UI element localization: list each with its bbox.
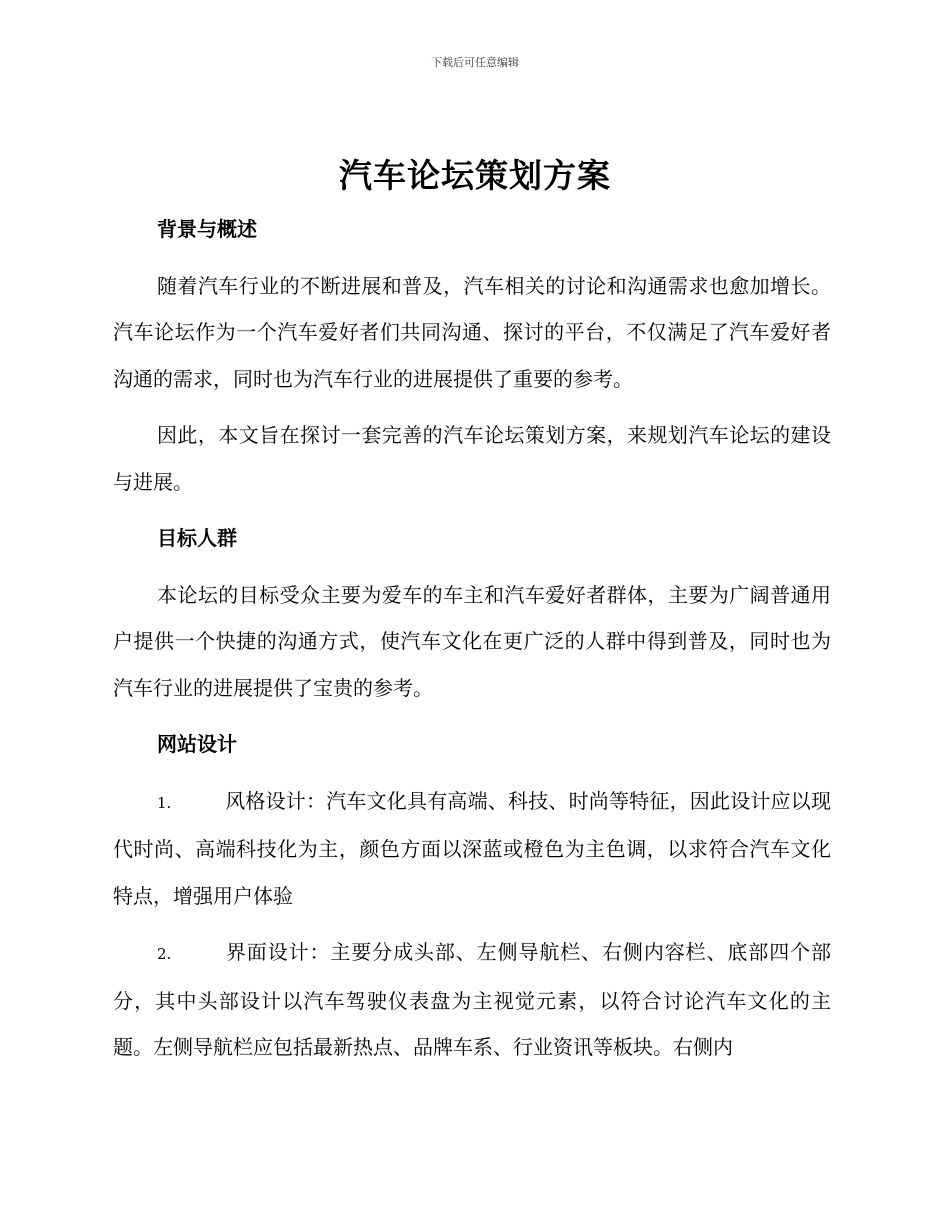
paragraph-audience-1: 本论坛的目标受众主要为爱车的车主和汽车爱好者群体，主要为广阔普通用户提供一个快捷的沟通方式，使汽车文化在更广泛的人群中得到普及，同时也为汽车行业的进展提供了宝贵的参考。 <box>113 582 831 700</box>
list-item-text: 风格设计：汽车文化具有高端、科技、时尚等特征，因此设计应以现代时尚、高端科技化为主，颜色方面以深蓝或橙色为主色调，以求符合汽车文化特点，增强用户体验 <box>113 788 831 908</box>
list-number: 2. <box>157 945 172 963</box>
section-heading-design: 网站设计 <box>157 732 237 756</box>
list-item-interface-design <box>113 929 831 1071</box>
section-heading-audience: 目标人群 <box>157 526 237 550</box>
section-heading-background: 背景与概述 <box>157 217 257 241</box>
document-body <box>113 206 831 1071</box>
list-item-style-design <box>113 778 831 920</box>
list-number: 1. <box>157 793 172 812</box>
spacer <box>113 505 831 515</box>
spacer <box>113 711 831 721</box>
spacer <box>113 562 831 572</box>
spacer <box>113 768 831 778</box>
spacer <box>113 402 831 412</box>
document-title: 汽车论坛策划方案 <box>339 156 611 195</box>
list-item-text: 界面设计：主要分成头部、左侧导航栏、右侧内容栏、底部四个部分，其中头部设计以汽车驾驶仪表盘为主视觉元素，以符合讨论汽车文化的主题。左侧导航栏应包括最新热点、品牌车系、行业资讯等板块。右侧内 <box>113 940 831 1059</box>
spacer <box>113 253 831 263</box>
spacer <box>113 919 831 929</box>
paragraph-background-2: 因此，本文旨在探讨一套完善的汽车论坛策划方案，来规划汽车论坛的建设与进展。 <box>113 423 831 494</box>
paragraph-background-1: 随着汽车行业的不断进展和普及，汽车相关的讨论和沟通需求也愈加增长。汽车论坛作为一个汽车爱好者们共同沟通、探讨的平台，不仅满足了汽车爱好者沟通的需求，同时也为汽车行业的进展提供了重要的参考。 <box>113 273 831 391</box>
header-note: 下载后可任意编辑 <box>431 56 519 69</box>
